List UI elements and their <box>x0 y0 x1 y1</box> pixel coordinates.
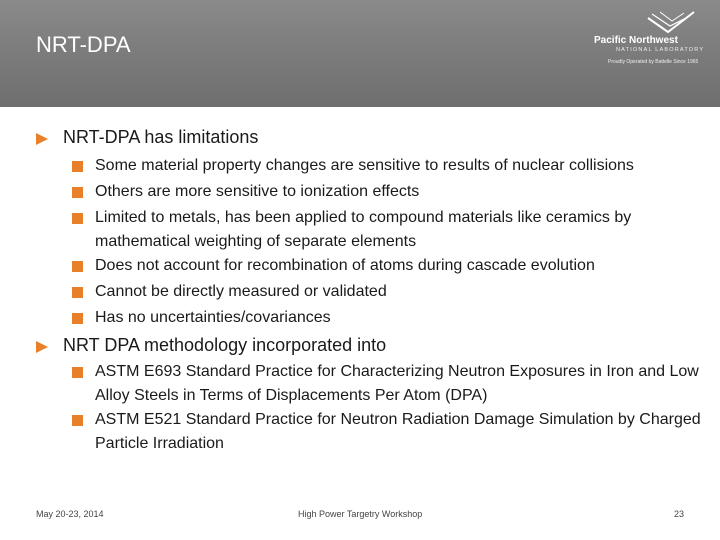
square-bullet-icon <box>72 313 83 324</box>
logo-subtitle: NATIONAL LABORATORY <box>616 47 705 53</box>
section-heading-text: NRT-DPA has limitations <box>63 127 259 147</box>
footer-event: High Power Targetry Workshop <box>298 509 423 519</box>
list-item-text: Cannot be directly measured or validated <box>95 283 387 300</box>
square-bullet-icon <box>72 261 83 272</box>
square-bullet-icon <box>72 367 83 378</box>
logo-mark-icon <box>646 10 696 36</box>
slide-title: NRT-DPA <box>36 32 131 57</box>
list-item-text: Has no uncertainties/covariances <box>95 309 331 326</box>
list-item-text: Some material property changes are sensitive to results of nuclear collisions <box>95 157 634 174</box>
logo-tagline: Proudly Operated by Battelle Since 1965 <box>608 59 699 65</box>
footer-date: May 20-23, 2014 <box>36 509 104 519</box>
square-bullet-icon <box>72 161 83 172</box>
square-bullet-icon <box>72 187 83 198</box>
list-item-text: Does not account for recombination of atoms during cascade evolution <box>95 257 595 274</box>
slide-header <box>0 0 720 107</box>
page-number: 23 <box>674 509 685 519</box>
list-item-text: ASTM E693 Standard Practice for Characterizing Neutron Exposures in Iron and Low Alloy Steels in Terms of Displacements Per Atom (DPA) <box>95 363 699 404</box>
list-item-text: ASTM E521 Standard Practice for Neutron Radiation Damage Simulation by Charged Particle Irradiation <box>95 411 701 452</box>
logo-name: Pacific Northwest <box>594 35 678 46</box>
square-bullet-icon <box>72 415 83 426</box>
section-heading-text: NRT DPA methodology incorporated into <box>63 335 387 355</box>
pnnl-logo <box>594 10 714 72</box>
square-bullet-icon <box>72 287 83 298</box>
triangle-bullet-icon <box>36 133 48 145</box>
square-bullet-icon <box>72 213 83 224</box>
triangle-bullet-icon <box>36 341 48 353</box>
list-item-text: Limited to metals, has been applied to compound materials like ceramics by mathematical weighting of separate elements <box>95 209 632 250</box>
list-item-text: Others are more sensitive to ionization effects <box>95 183 420 200</box>
